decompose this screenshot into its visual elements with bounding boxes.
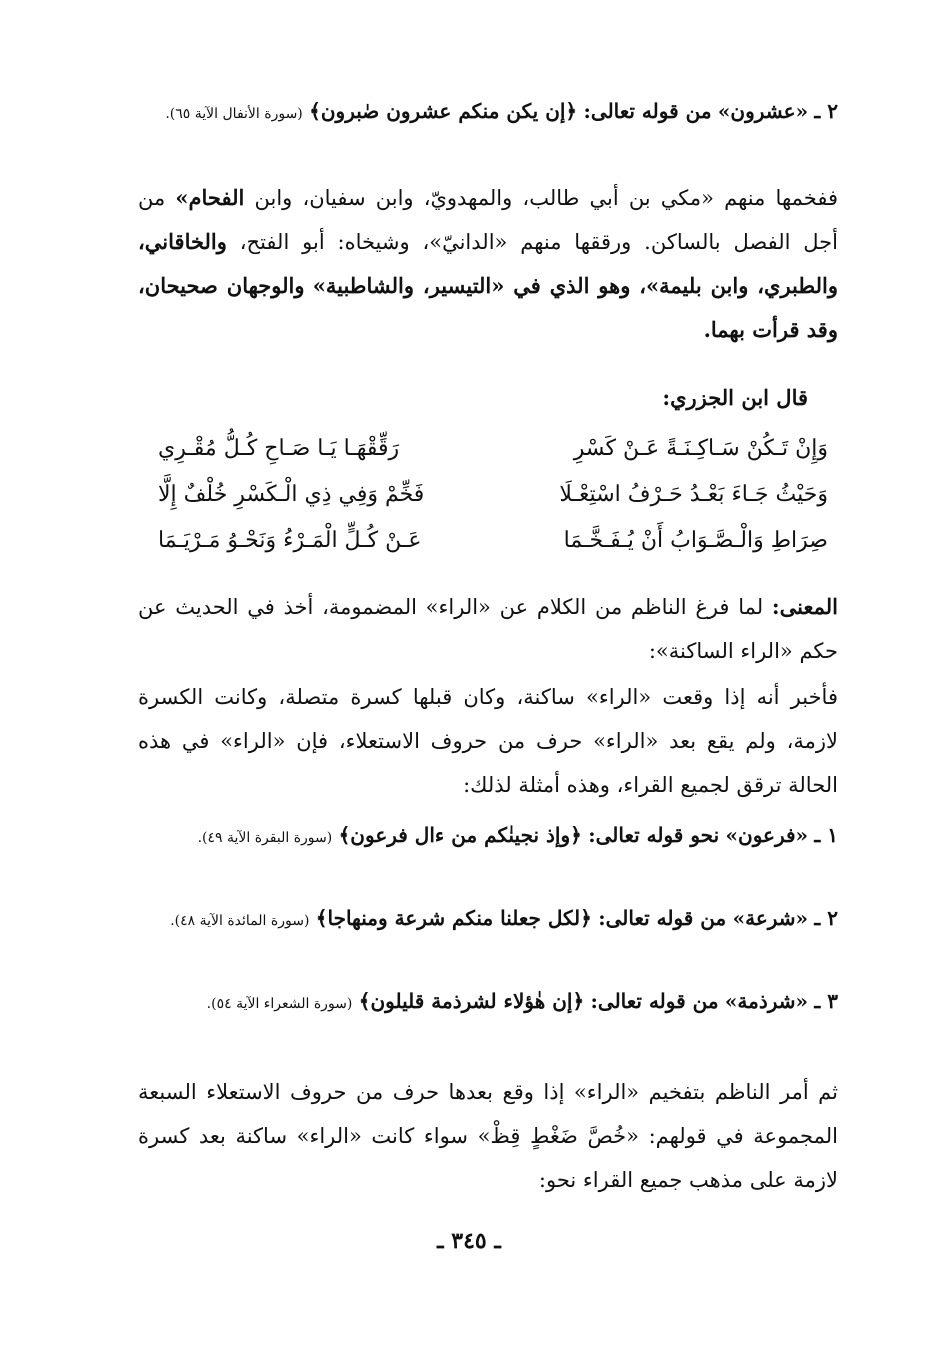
paragraph-bold: الفحام»	[175, 185, 245, 210]
meaning-paragraph	[138, 585, 838, 673]
item-intro: من قوله تعالى:	[590, 989, 719, 1013]
quran-verse: ﴿إن يكن منكم عشرون صٰبرون﴾	[309, 99, 578, 123]
section-heading: قال ابن الجزري:	[662, 385, 808, 410]
quran-verse: ﴿إن هٰؤلاء لشرذمة قليلون﴾	[358, 989, 585, 1013]
meaning-text: لما فرغ الناظم من الكلام عن «الراء» المضمومة، أخذ في الحديث عن حكم «الراء الساكنة»:	[138, 595, 838, 663]
example-item	[138, 978, 838, 1027]
verse-second-hemistich: عَـنْ كُـلٍّ الْمَـرْءُ وَنَحْـوُ مَـرْيَـمَا	[158, 528, 422, 553]
item-word: «فرعون»	[725, 823, 809, 847]
example-item	[138, 88, 838, 137]
item-number: ٣ ـ	[814, 989, 838, 1013]
item-number: ١ ـ	[814, 823, 838, 847]
verse-first-hemistich: صِرَاطِ وَالْـصَّـوَابُ أَنْ يُـفَـخَّـمَا	[563, 528, 828, 553]
page-number: ـ ٣٤٥ ـ	[437, 1228, 501, 1254]
quran-verse: ﴿وإذ نجينٰكم من ءال فرعون﴾	[338, 823, 582, 847]
surah-reference: (سورة البقرة الآية ٤٩).	[197, 830, 333, 846]
paragraph-text: فأخبر أنه إذا وقعت «الراء» ساكنة، وكان قبلها كسرة متصلة، وكانت الكسرة لازمة، ولم يقع بعد «الراء» حرف من حروف الاستعلاء، فإن «الراء» في هذه الحالة ترقق لجميع القراء، وهذه أمثلة لذلك:	[138, 685, 838, 797]
paragraph-tafkhim-opinions	[138, 176, 838, 352]
paragraph-text: ففخمها منهم «مكي بن أبي طالب، والمهدويّ، وابن سفيان، وابن	[254, 186, 838, 210]
paragraph-tarqiq-rule	[138, 675, 838, 807]
item-intro: من قوله تعالى:	[598, 906, 727, 930]
meaning-label: المعنى:	[771, 594, 838, 619]
poem-verse	[158, 482, 838, 526]
paragraph-text: من أجل الفصل بالساكن. ورققها منهم «الدانيّ»، وشيخاه: أبو الفتح،	[138, 186, 838, 254]
paragraph-bold: والخاقاني، والطبري، وابن بليمة»، وهو الذي في «التيسير، والشاطبية»	[138, 229, 838, 298]
paragraph-text: ثم أمر الناظم بتفخيم «الراء» إذا وقع بعدها حرف من حروف الاستعلاء السبعة المجموعة في قولهم: «خُصَّ ضَغْطٍ قِظْ» سواء كانت «الراء» ساكنة بعد كسرة لازمة على مذهب جميع القراء نحو:	[138, 1080, 838, 1192]
verse-first-hemistich: وَإِنْ تَـكُنْ سَـاكِـنَـةً عَـنْ كَسْرِ	[573, 436, 828, 461]
quran-verse: ﴿لكل جعلنا منكم شرعة ومنهاجا﴾	[315, 906, 592, 930]
example-item	[138, 895, 838, 944]
item-intro: من قوله تعالى:	[583, 99, 712, 123]
item-word: «عشرون»	[717, 99, 809, 123]
item-word: «شرعة»	[732, 906, 809, 930]
item-intro: نحو قوله تعالى:	[588, 823, 720, 847]
paragraph-tafkhim-rule	[138, 1070, 838, 1202]
paragraph-bold: والوجهان صحيحان، وقد قرأت بهما.	[138, 273, 838, 342]
verse-first-hemistich: وَحَيْثُ جَـاءَ بَعْـدُ حَـرْفُ اسْتِعْـلَا	[559, 482, 828, 507]
item-number: ٢ ـ	[814, 906, 838, 930]
surah-reference: (سورة المائدة الآية ٤٨).	[170, 913, 310, 929]
item-word: «شرذمة»	[724, 989, 809, 1013]
example-item	[138, 812, 838, 861]
surah-reference: (سورة الأنفال الآية ٦٥).	[165, 106, 303, 122]
poem-verse	[158, 528, 838, 572]
item-number: ٢ ـ	[814, 99, 838, 123]
verse-second-hemistich: فَخِّمْ وَفِي ذِي الْـكَسْرِ خُلْفٌ إِلَّا	[158, 482, 425, 507]
poem-verse	[158, 436, 838, 480]
surah-reference: (سورة الشعراء الآية ٥٤).	[206, 996, 353, 1012]
verse-second-hemistich: رَقِّقْهَـا يَـا صَـاحِ كُـلُّ مُقْـرِي	[158, 436, 400, 461]
